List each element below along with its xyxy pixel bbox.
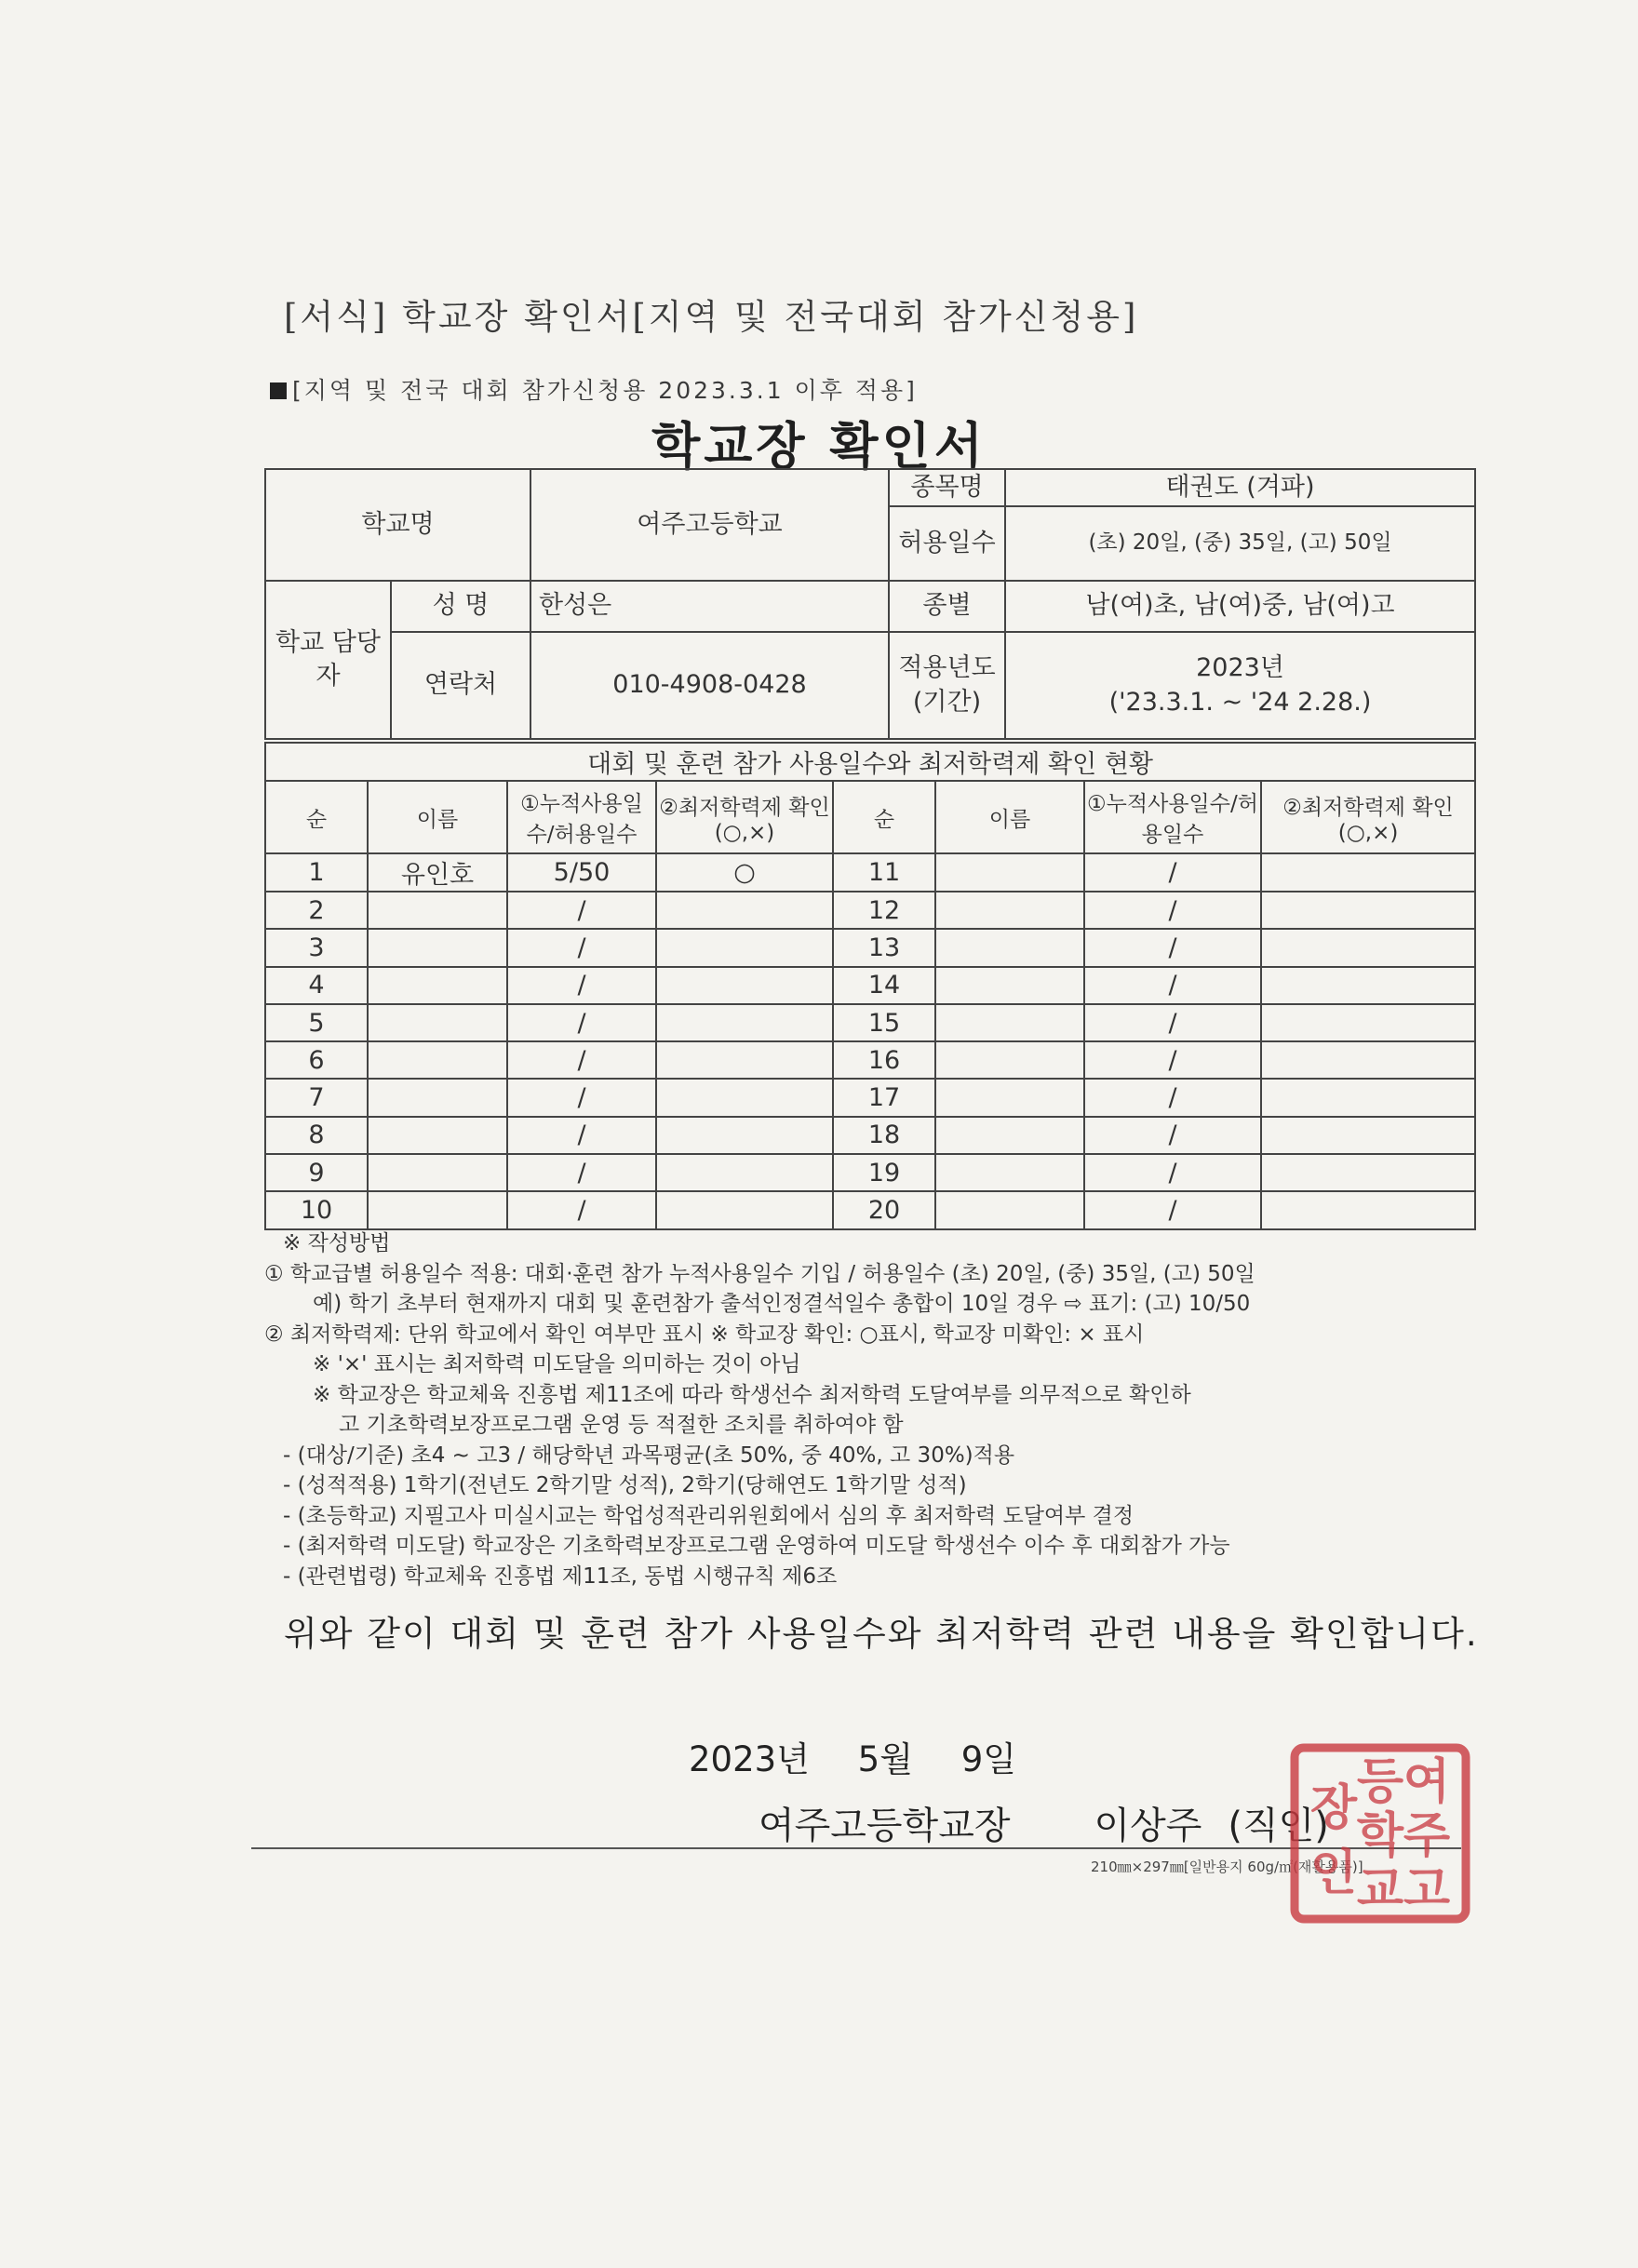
note-item: 고 기초학력보장프로그램 운영 등 적절한 조치를 취하여야 함 [339,1413,904,1437]
table-cell: 18 [833,1117,935,1154]
table-row [265,1041,1475,1079]
seal-label: (직인) [1228,1805,1329,1847]
table-cell: / [1084,1154,1261,1191]
note-item: - (관련법령) 학교체육 진흥법 제11조, 동법 시행규칙 제6조 [283,1563,838,1589]
issue-date [689,1731,1054,1781]
confirmation-text: 위와 같이 대회 및 훈련 참가 사용일수와 최저학력 관련 내용을 확인합니다. [284,1614,1479,1654]
name-label: 성 명 [391,581,530,632]
year-period: ('23.3.1. ~ '24 2.28.) [1108,687,1372,717]
table-cell [1261,1004,1475,1041]
note-item: - (성적적용) 1학기(전년도 2학기말 성적), 2학기(당해연도 1학기말 성적) [283,1473,967,1497]
table-cell: 13 [833,929,935,966]
col-min-academic: ②최저학력제 확인(○,×) [1261,781,1475,853]
table-cell [656,892,833,929]
table-cell [656,1041,833,1079]
table-row [265,929,1475,966]
col-no: 순 [833,781,935,853]
seal-character: 학 [1356,1807,1404,1864]
table-cell: 20 [833,1191,935,1228]
seal-character: 여 [1403,1753,1451,1810]
table-cell [935,1079,1084,1116]
status-table [264,742,1476,1230]
school-principal-title: 여주고등학교장 [759,1805,1011,1847]
table-row [265,967,1475,1004]
table-row [265,853,1475,892]
table-cell [656,1117,833,1154]
table-cell: ○ [656,853,833,892]
table-row [265,1191,1475,1228]
manager-label: 학교 담당자 [265,581,391,739]
col-min-academic: ②최저학력제 확인(○,×) [656,781,833,853]
contact-value: 010-4908-0428 [530,632,889,739]
table-cell [935,1041,1084,1079]
col-used: ①누적사용일수/허용일수 [1084,781,1261,853]
table-cell: 9 [265,1154,368,1191]
table-cell [935,1154,1084,1191]
date-day: 9일 [960,1739,1017,1779]
note-item: ② 최저학력제: 단위 학교에서 확인 여부만 표시 ※ 학교장 확인: ○표시, 학교장 미확인: × 표시 [264,1322,1145,1347]
table-cell [935,1191,1084,1228]
date-month: 5월 [857,1739,913,1779]
table-cell: 15 [833,1004,935,1041]
table-cell: / [507,892,656,929]
table-cell: / [1084,892,1261,929]
table-cell: / [1084,967,1261,1004]
table-cell: 7 [265,1079,368,1116]
table-cell [1261,1154,1475,1191]
table-cell [656,1004,833,1041]
table-cell: / [1084,1117,1261,1154]
year-label: 적용년도 (기간) [889,632,1005,739]
col-no: 순 [265,781,368,853]
seal-character: 장 [1309,1779,1358,1836]
table-cell [368,1117,507,1154]
seal-character: 교 [1356,1861,1404,1918]
date-year: 2023년 [689,1739,810,1779]
table-row [265,1117,1475,1154]
table-cell [1261,1191,1475,1228]
table-cell [1261,1041,1475,1079]
gender-value: 남(여)초, 남(여)중, 남(여)고 [1005,581,1475,632]
allowed-days-label: 허용일수 [889,506,1005,581]
table-cell [935,892,1084,929]
table-cell: / [1084,1191,1261,1228]
table-row [265,1079,1475,1116]
table-cell [1261,892,1475,929]
sport-value: 태권도 (겨파) [1005,469,1475,506]
table-cell: 16 [833,1041,935,1079]
table-cell: 8 [265,1117,368,1154]
table-cell [368,967,507,1004]
signer [759,1796,1329,1849]
square-bullet-icon [270,382,287,399]
note-item: 예) 학기 초부터 현재까지 대회 및 훈련참가 출석인정결석일수 총합이 10일 경우 ⇨ 표기: (고) 10/50 [313,1292,1251,1316]
table-cell: 유인호 [368,853,507,892]
allowed-days-value: (초) 20일, (중) 35일, (고) 50일 [1005,506,1475,581]
table-cell: 17 [833,1079,935,1116]
table-cell: / [507,1117,656,1154]
notes-heading: ※ 작성방법 [283,1231,391,1255]
table-cell: 1 [265,853,368,892]
note-item: - (대상/기준) 초4 ~ 고3 / 해당학년 과목평균(초 50%, 중 40%, 고 30%)적용 [283,1443,1015,1468]
table-cell: / [1084,853,1261,892]
table-cell [935,853,1084,892]
table-cell: / [507,1079,656,1116]
table-cell [935,929,1084,966]
table-cell [656,967,833,1004]
table-cell: 10 [265,1191,368,1228]
table-cell: / [507,1041,656,1079]
table-cell [368,892,507,929]
table-cell [1261,1117,1475,1154]
table-cell [935,1004,1084,1041]
col-name: 이름 [935,781,1084,853]
form-subtitle-text: [지역 및 전국 대회 참가신청용 2023.3.1 이후 적용] [292,377,918,404]
table-cell [368,1004,507,1041]
table-cell [1261,1079,1475,1116]
note-item: - (초등학교) 지필고사 미실시교는 학업성적관리위원회에서 심의 후 최저학력 도달여부 결정 [283,1503,1135,1528]
table-cell: 5 [265,1004,368,1041]
table-cell [368,929,507,966]
table-cell: / [1084,1041,1261,1079]
col-used: ①누적사용일수/허용일수 [507,781,656,853]
document-title: 학교장 확인서 [651,417,987,476]
principal-name: 이상주 [1094,1805,1202,1847]
note-item: - (최저학력 미도달) 학교장은 기초학력보장프로그램 운영하여 미도달 학생선수 이수 후 대회참가 가능 [283,1534,1230,1558]
gender-label: 종별 [889,581,1005,632]
seal-character: 고 [1403,1861,1451,1918]
table-cell [656,929,833,966]
official-seal-stamp [1287,1740,1473,1926]
table-cell: / [507,1191,656,1228]
year-cell [1005,632,1475,739]
table-cell: / [1084,929,1261,966]
table-cell [1261,967,1475,1004]
table-cell [368,1041,507,1079]
name-value: 한성은 [530,581,889,632]
table-cell [1261,929,1475,966]
form-subtitle [270,372,918,406]
table-cell: 3 [265,929,368,966]
col-name: 이름 [368,781,507,853]
table-cell [656,1079,833,1116]
table-cell: 14 [833,967,935,1004]
table-cell: 12 [833,892,935,929]
note-item: ※ 학교장은 학교체육 진흥법 제11조에 따라 학생선수 최저학력 도달여부를 의무적으로 확인하 [313,1382,1191,1407]
table-cell: 11 [833,853,935,892]
table-cell [1261,853,1475,892]
table-row [265,1004,1475,1041]
table-cell [656,1154,833,1191]
table-cell: / [507,1004,656,1041]
table-cell: 19 [833,1154,935,1191]
table-cell [368,1154,507,1191]
table-cell: / [507,929,656,966]
table-cell: / [507,967,656,1004]
seal-character: 주 [1403,1807,1451,1864]
year-value: 2023년 [1196,653,1284,683]
sport-label: 종목명 [889,469,1005,506]
note-item: ① 학교급별 허용일수 적용: 대회·훈련 참가 누적사용일수 기입 / 허용일수 (초) 20일, (중) 35일, (고) 50일 [264,1261,1255,1286]
paper-spec: 210㎜×297㎜[일반용지 60g/㎡(재활용품)] [1091,1859,1363,1875]
divider [251,1847,1461,1849]
table-cell: 2 [265,892,368,929]
notes-section [264,1228,1474,1591]
table-cell: / [507,1154,656,1191]
status-rows [265,853,1475,1229]
table-cell: 6 [265,1041,368,1079]
table-cell [656,1191,833,1228]
table-cell [368,1079,507,1116]
table-cell [935,1117,1084,1154]
status-section-title: 대회 및 훈련 참가 사용일수와 최저학력제 확인 현황 [265,743,1475,781]
table-cell [368,1191,507,1228]
table-cell: 4 [265,967,368,1004]
school-label: 학교명 [265,469,530,581]
contact-label: 연락처 [391,632,530,739]
table-cell [935,967,1084,1004]
table-cell: / [1084,1079,1261,1116]
table-cell: 5/50 [507,853,656,892]
seal-character: 등 [1356,1753,1404,1810]
table-row [265,892,1475,929]
school-info-table [264,468,1476,740]
school-name: 여주고등학교 [530,469,889,581]
table-row [265,1154,1475,1191]
table-cell: / [1084,1004,1261,1041]
form-title: [서식] 학교장 확인서[지역 및 전국대회 참가신청용] [284,297,1139,337]
note-item: ※ '×' 표시는 최저학력 미도달을 의미하는 것이 아님 [313,1352,801,1376]
seal-character: 인 [1309,1845,1358,1901]
